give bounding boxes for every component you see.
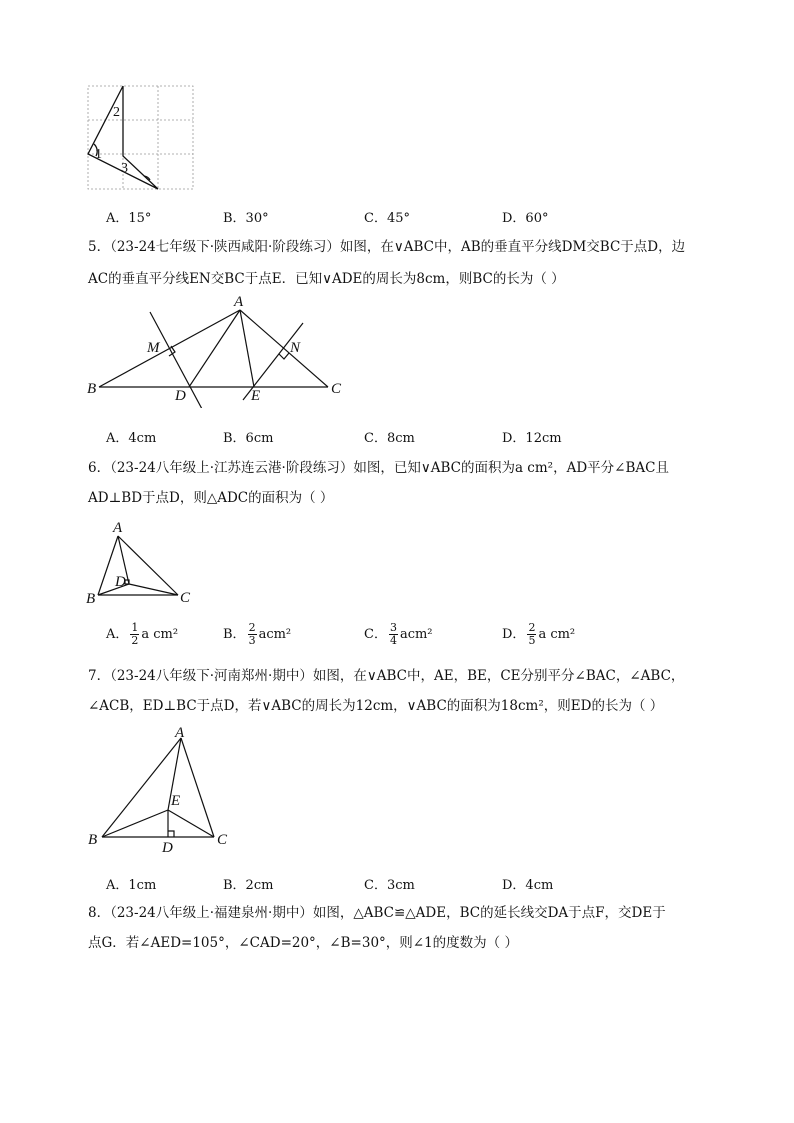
q6-option-c-numerator: 3: [389, 621, 397, 634]
q5-text-line1: 5．（23-24七年级下·陕西咸阳·阶段练习）如图，在∨ABC中，AB的垂直平分线DM交BC于点D，边: [88, 239, 686, 255]
q5-label-E: E: [251, 388, 261, 404]
q7-label-D: D: [162, 840, 173, 856]
q5-label-B: B: [87, 381, 97, 397]
q5-label-C: C: [331, 381, 342, 397]
q6-option-c-letter: C．: [364, 627, 387, 642]
q5-option-a[interactable]: A．4cm: [106, 431, 157, 446]
q5-text-line2: AC的垂直平分线EN交BC于点E．已知∨ADE的周长为8cm，则BC的长为（ ）: [88, 271, 565, 287]
q5-label-A: A: [234, 296, 244, 310]
q6-option-a-denominator: 2: [131, 634, 139, 647]
q6-option-c-fraction: [389, 622, 398, 647]
q6-option-d-fraction: [527, 622, 536, 647]
q6-option-a-letter: A．: [106, 627, 129, 642]
q6-option-d-denominator: 5: [528, 634, 536, 647]
q8-text-line1: 8．（23-24八年级上·福建泉州·期中）如图，△ABC≌△ADE，BC的延长线交DA于点F，交DE于: [88, 905, 666, 921]
q6-option-d-numerator: 2: [528, 621, 536, 634]
q4-option-d[interactable]: D．60°: [502, 211, 549, 226]
q6-option-d[interactable]: [502, 622, 575, 647]
q6-label-D: D: [115, 574, 126, 590]
q6-option-c-tail: acm²: [399, 627, 433, 642]
q4-angle-label-1: 1: [95, 147, 102, 162]
q7-option-d[interactable]: D．4cm: [502, 878, 554, 893]
q5-label-M: M: [147, 340, 160, 356]
q5-option-b[interactable]: B．6cm: [223, 431, 274, 446]
q4-angle-label-3: 3: [121, 161, 128, 176]
q6-option-a[interactable]: [106, 622, 178, 647]
q4-option-a[interactable]: A．15°: [106, 211, 152, 226]
q7-option-a[interactable]: A．1cm: [106, 878, 157, 893]
q7-option-c[interactable]: C．3cm: [364, 878, 415, 893]
q6-option-b-letter: B．: [223, 627, 246, 642]
q7-label-C: C: [217, 832, 228, 848]
q7-text-line1: 7．（23-24八年级下·河南郑州·期中）如图，在∨ABC中，AE，BE，CE分别平分∠BAC，∠ABC，: [88, 668, 685, 684]
q6-option-b-denominator: 3: [248, 634, 256, 647]
q5-option-d[interactable]: D．12cm: [502, 431, 562, 446]
q6-option-d-tail: a cm²: [538, 627, 576, 642]
q4-figure: [84, 84, 200, 194]
q7-figure: [84, 726, 234, 856]
q5-label-N: N: [290, 340, 301, 356]
q6-label-A: A: [113, 520, 123, 536]
q6-text-line1: 6．（23-24八年级上·江苏连云港·阶段练习）如图，已知∨ABC的面积为a cm²，AD平分∠BAC且: [88, 460, 669, 476]
q5-label-D: D: [175, 388, 186, 404]
q6-label-B: B: [86, 591, 96, 607]
q6-label-C: C: [180, 590, 191, 606]
q6-option-b-tail: acm²: [258, 627, 292, 642]
q6-option-c[interactable]: [364, 622, 433, 647]
q6-option-a-fraction: [130, 622, 139, 647]
q7-text-line2: ∠ACB，ED⊥BC于点D，若∨ABC的周长为12cm，∨ABC的面积为18cm²，则ED的长为（ ）: [88, 698, 664, 714]
q6-option-c-denominator: 4: [389, 634, 397, 647]
q6-option-b[interactable]: [223, 622, 291, 647]
q5-option-c[interactable]: C．8cm: [364, 431, 415, 446]
q4-option-b[interactable]: B．30°: [223, 211, 269, 226]
q7-label-E: E: [171, 793, 181, 809]
q6-option-b-fraction: [248, 622, 257, 647]
q7-label-A: A: [175, 726, 185, 741]
q7-option-b[interactable]: B．2cm: [223, 878, 274, 893]
q4-angle-label-2: 2: [113, 105, 120, 120]
q7-label-B: B: [88, 832, 98, 848]
q6-option-b-numerator: 2: [248, 621, 256, 634]
q6-option-d-letter: D．: [502, 627, 526, 642]
q4-option-c[interactable]: C．45°: [364, 211, 410, 226]
q6-option-a-tail: a cm²: [141, 627, 179, 642]
q5-figure: [80, 296, 355, 408]
q6-figure: [84, 518, 200, 608]
q6-text-line2: AD⊥BD于点D，则△ADC的面积为（ ）: [88, 490, 334, 506]
q8-text-line2: 点G．若∠AED=105°，∠CAD=20°，∠B=30°，则∠1的度数为（ ）: [88, 935, 518, 951]
q6-option-a-numerator: 1: [131, 621, 139, 634]
